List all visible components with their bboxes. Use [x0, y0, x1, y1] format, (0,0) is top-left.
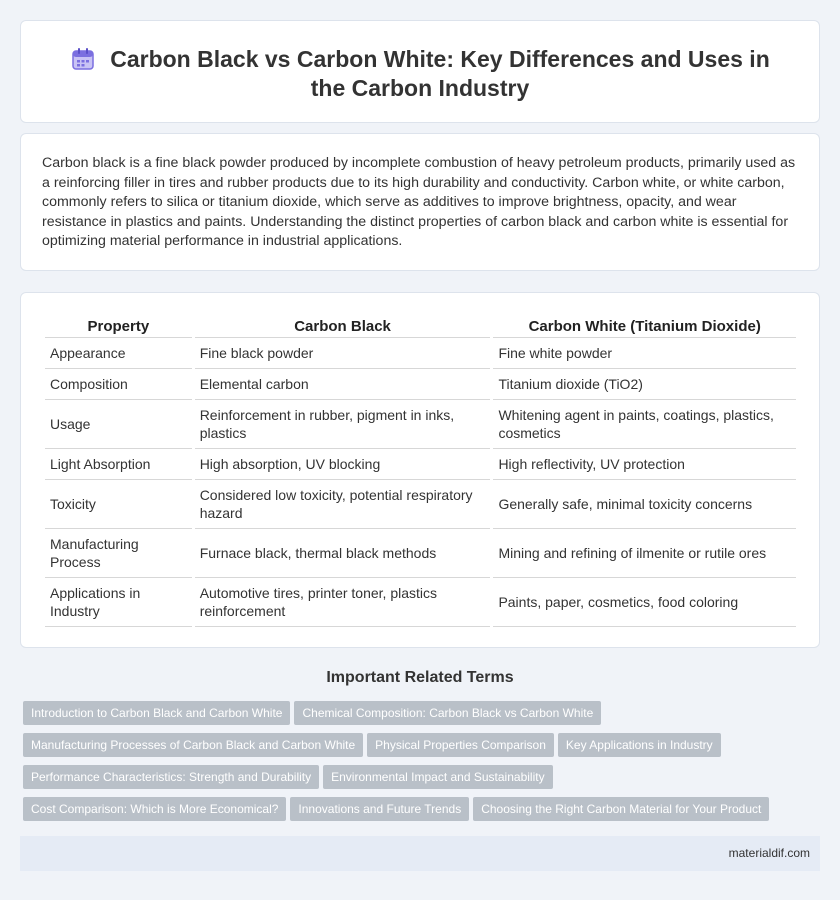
page-title-text: Carbon Black vs Carbon White: Key Differences and Uses in the Carbon Industry [110, 46, 770, 101]
table-header-row [45, 315, 796, 338]
calendar-icon [70, 46, 96, 72]
footer-site-name[interactable]: materialdif.com [728, 846, 810, 860]
carbon-black-cell: Considered low toxicity, potential respiratory hazard [195, 480, 491, 529]
carbon-black-cell: Fine black powder [195, 338, 491, 369]
footer [20, 836, 820, 871]
page-title [21, 45, 819, 103]
related-term-tag[interactable]: Performance Characteristics: Strength and Durability [23, 765, 319, 789]
related-terms-list [23, 701, 803, 829]
comparison-table-card [20, 292, 820, 648]
intro-paragraph: Carbon black is a fine black powder produced by incomplete combustion of heavy petroleum products, primarily used as a reinforcing filler in tires and rubber products due to its high durability and conductivity. Carbon white, or white carbon, commonly refers to silica or titanium dioxide, which serve as additives to improve brightness, opacity, and wear resistance in plastics and paints. Understanding the distinct properties of carbon black and carbon white is essential for optimizing material performance in industrial applications. [42, 155, 796, 250]
table-row [45, 400, 796, 449]
carbon-black-cell: Furnace black, thermal black methods [195, 529, 491, 578]
carbon-white-cell: Generally safe, minimal toxicity concerns [493, 480, 796, 529]
comparison-table [42, 315, 799, 627]
related-term-tag[interactable]: Chemical Composition: Carbon Black vs Carbon White [294, 701, 601, 725]
property-cell: Applications in Industry [45, 578, 192, 627]
related-term-tag[interactable]: Physical Properties Comparison [367, 733, 554, 757]
table-row [45, 449, 796, 480]
related-term-tag[interactable]: Manufacturing Processes of Carbon Black and Carbon White [23, 733, 363, 757]
carbon-black-cell: High absorption, UV blocking [195, 449, 491, 480]
table-row [45, 369, 796, 400]
related-terms-heading: Important Related Terms [326, 669, 514, 686]
carbon-white-cell: Whitening agent in paints, coatings, plastics, cosmetics [493, 400, 796, 449]
carbon-white-cell: Paints, paper, cosmetics, food coloring [493, 578, 796, 627]
related-term-tag[interactable]: Introduction to Carbon Black and Carbon White [23, 701, 290, 725]
carbon-white-cell: Titanium dioxide (TiO2) [493, 369, 796, 400]
header-carbon-black: Carbon Black [195, 315, 491, 338]
related-term-tag[interactable]: Key Applications in Industry [558, 733, 721, 757]
intro-card [20, 133, 820, 271]
header-carbon-white: Carbon White (Titanium Dioxide) [493, 315, 796, 338]
table-row [45, 480, 796, 529]
header-property: Property [45, 315, 192, 338]
table-row [45, 529, 796, 578]
table-row [45, 578, 796, 627]
property-cell: Appearance [45, 338, 192, 369]
related-term-tag[interactable]: Choosing the Right Carbon Material for Your Product [473, 797, 769, 821]
related-term-tag[interactable]: Environmental Impact and Sustainability [323, 765, 552, 789]
related-term-tag[interactable]: Innovations and Future Trends [290, 797, 469, 821]
property-cell: Composition [45, 369, 192, 400]
property-cell: Usage [45, 400, 192, 449]
carbon-white-cell: Fine white powder [493, 338, 796, 369]
property-cell: Toxicity [45, 480, 192, 529]
table-row [45, 338, 796, 369]
property-cell: Light Absorption [45, 449, 192, 480]
carbon-white-cell: Mining and refining of ilmenite or rutile ores [493, 529, 796, 578]
carbon-black-cell: Automotive tires, printer toner, plastics reinforcement [195, 578, 491, 627]
carbon-black-cell: Elemental carbon [195, 369, 491, 400]
property-cell: Manufacturing Process [45, 529, 192, 578]
carbon-black-cell: Reinforcement in rubber, pigment in inks, plastics [195, 400, 491, 449]
header-card [20, 20, 820, 123]
related-term-tag[interactable]: Cost Comparison: Which is More Economical? [23, 797, 286, 821]
carbon-white-cell: High reflectivity, UV protection [493, 449, 796, 480]
